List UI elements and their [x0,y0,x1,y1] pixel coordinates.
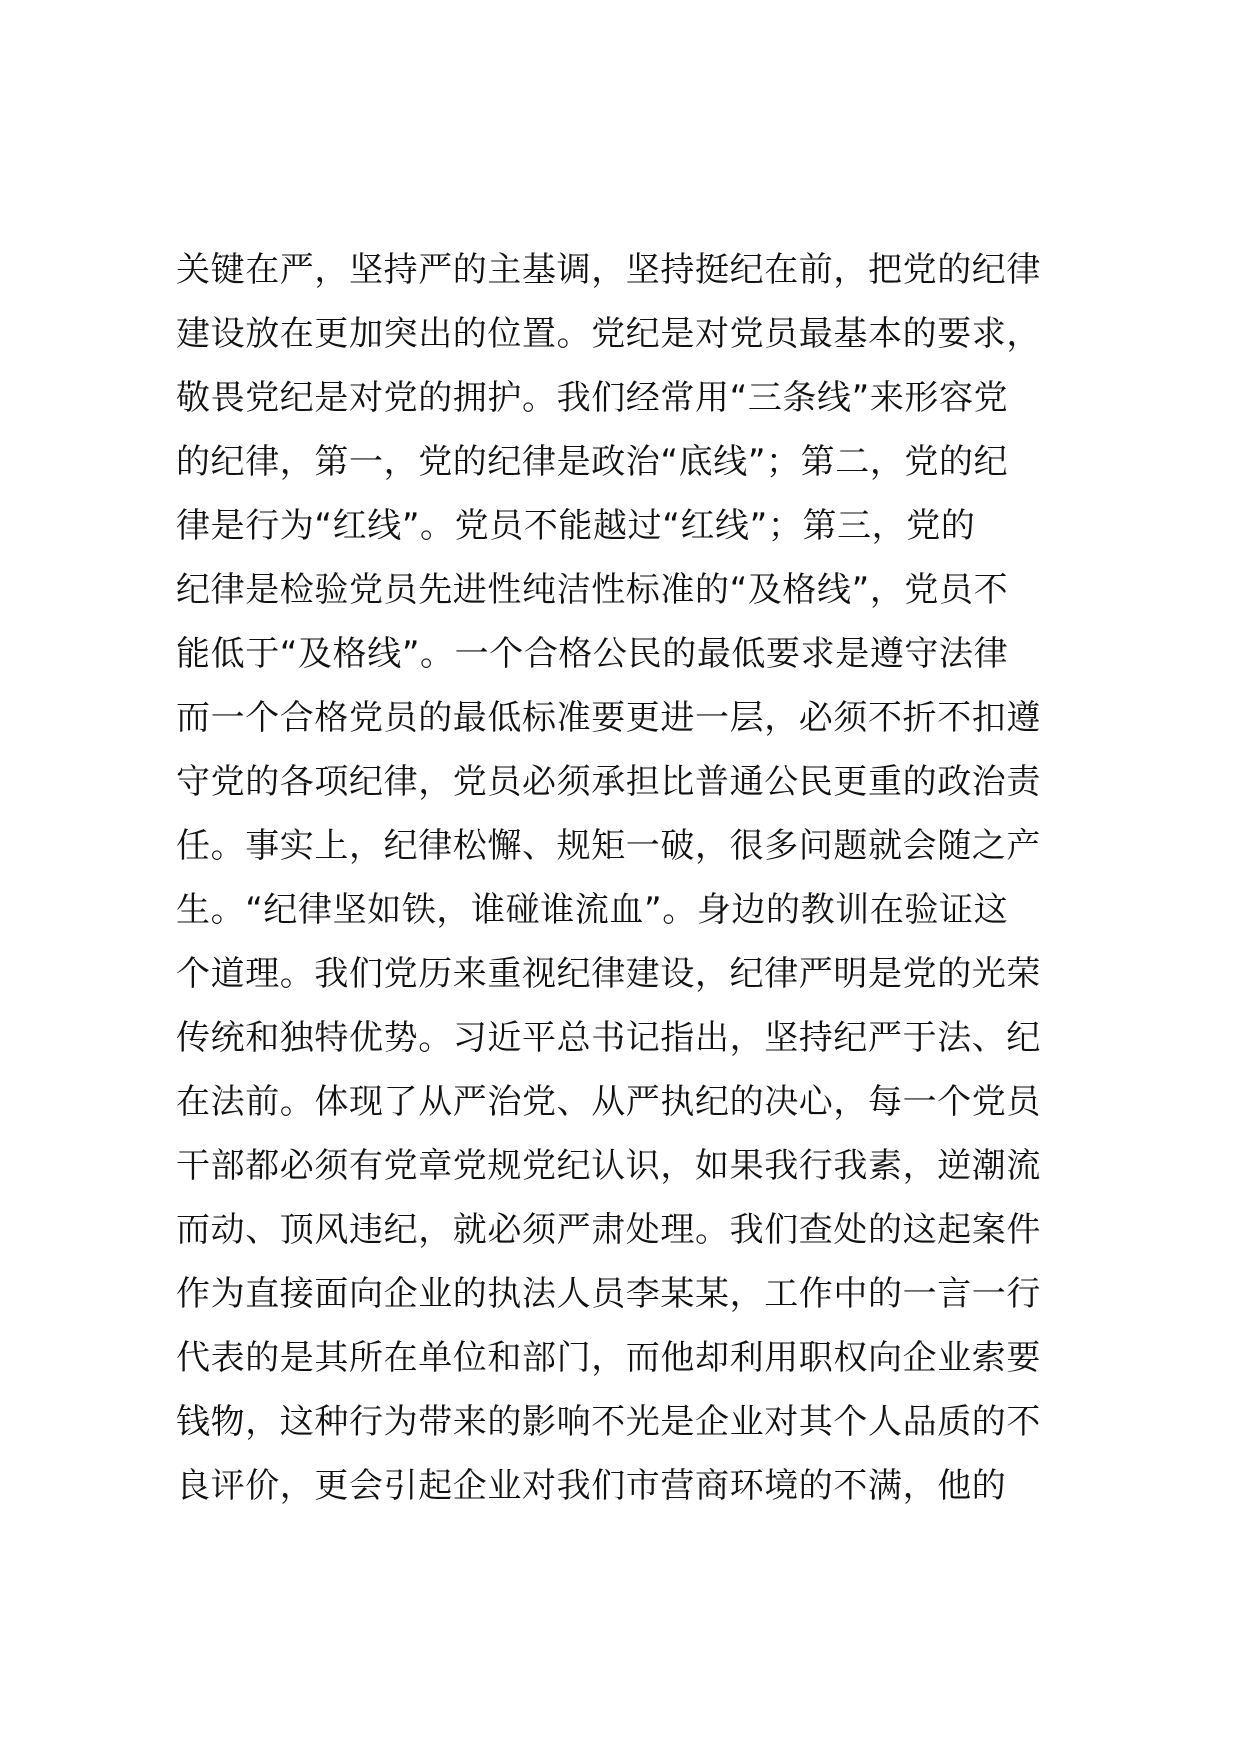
text-line: 守党的各项纪律，党员必须承担比普通公民更重的政治责 [176,762,1041,802]
text-line: 的纪律，第一，党的纪律是政治“底线”；第二，党的纪 [176,442,1009,482]
text-line: 钱物，这种行为带来的影响不光是企业对其个人品质的不 [176,1402,1041,1442]
text-line: 任。事实上，纪律松懈、规矩一破，很多问题就会随之产 [176,826,1041,866]
text-line: 良评价，更会引起企业对我们市营商环境的不满，他的 [176,1466,1007,1506]
text-line: 生。“纪律坚如铁，谁碰谁流血”。身边的教训在验证这 [176,890,1009,930]
text-line: 而动、顶风违纪，就必须严肃处理。我们查处的这起案件 [176,1210,1041,1250]
text-line: 干部都必须有党章党规党纪认识，如果我行我素，逆潮流 [176,1146,1041,1186]
text-line: 传统和独特优势。习近平总书记指出，坚持纪严于法、纪 [176,1018,1041,1058]
text-line: 在法前。体现了从严治党、从严执纪的决心，每一个党员 [176,1082,1041,1122]
text-line: 建设放在更加突出的位置。党纪是对党员最基本的要求， [176,314,1041,354]
text-line: 代表的是其所在单位和部门，而他却利用职权向企业索要 [176,1338,1041,1378]
text-line: 作为直接面向企业的执法人员李某某，工作中的一言一行 [176,1274,1041,1314]
text-line: 个道理。我们党历来重视纪律建设，纪律严明是党的光荣 [176,954,1041,994]
text-line: 能低于“及格线”。一个合格公民的最低要求是遵守法律 [176,634,1009,674]
text-line: 纪律是检验党员先进性纯洁性标准的“及格线”，党员不 [176,570,1009,610]
body-text [176,238,1086,1518]
text-line: 而一个合格党员的最低标准要更进一层，必须不折不扣遵 [176,698,1041,738]
text-line: 敬畏党纪是对党的拥护。我们经常用“三条线”来形容党 [176,378,1009,418]
text-line: 律是行为“红线”。党员不能越过“红线”；第三，党的 [176,506,976,546]
text-line: 关键在严，坚持严的主基调，坚持挺纪在前，把党的纪律 [176,250,1041,290]
